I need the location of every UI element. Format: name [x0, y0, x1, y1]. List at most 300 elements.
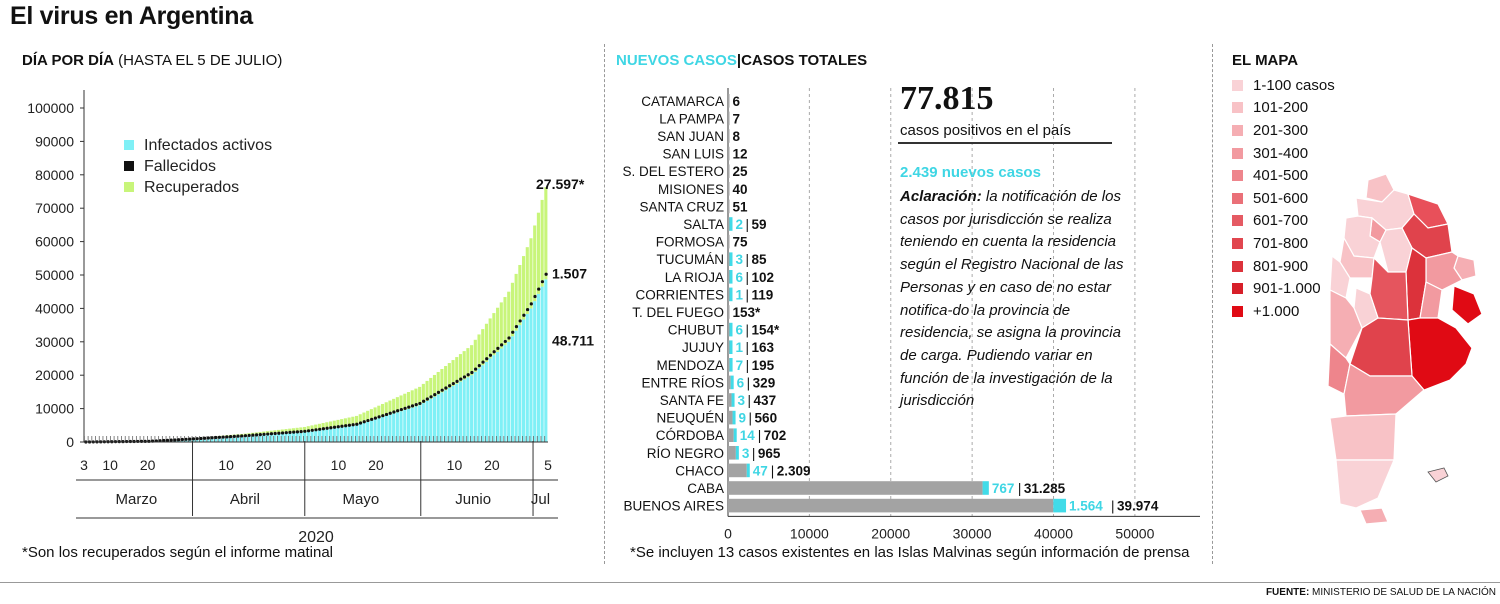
bar-label-separator: |: [745, 340, 750, 356]
area-x-month-label: Jul: [530, 491, 551, 508]
infected-bar: [544, 279, 547, 442]
deaths-point: [170, 439, 173, 442]
bar-label-separator: |: [746, 375, 751, 391]
map-heading: EL MAPA: [1232, 52, 1299, 69]
new-cases-label: 1: [735, 287, 744, 303]
total-cases-label: 75: [732, 234, 748, 250]
day-tick: [359, 436, 360, 442]
new-cases-label: 47: [752, 463, 768, 479]
clarification-body: la notificación de los casos por jurisdicción se realiza teniendo en cuenta la residencia según el Registro Nacional de las Personas y en caso de no estar notifica-do la provincia de residencia, se asigna la provincia de carga. Pudiendo variar en función de la investigación de la jurisdicción: [900, 188, 1124, 410]
day-tick: [522, 436, 523, 442]
deaths-point: [400, 408, 403, 411]
bar-label-separator: |: [745, 269, 750, 285]
total-cases-label: 25: [732, 164, 748, 180]
recovered-bar: [507, 292, 510, 342]
deaths-point: [530, 302, 533, 305]
deaths-point: [192, 437, 195, 440]
deaths-point: [418, 402, 421, 405]
day-tick: [537, 436, 538, 442]
day-tick: [485, 436, 486, 442]
day-tick: [526, 436, 527, 442]
map-legend-label: +1.000: [1253, 302, 1300, 320]
map-legend-swatch: [1232, 102, 1243, 113]
total-divider: [898, 142, 1112, 144]
area-y-tick-label: 20000: [35, 367, 74, 384]
day-tick: [266, 436, 267, 442]
deaths-point: [340, 425, 343, 428]
day-tick: [351, 436, 352, 442]
new-cases-label: 1.564: [1069, 498, 1103, 514]
deaths-point: [407, 405, 410, 408]
infected-bar: [526, 314, 529, 442]
deaths-point: [199, 437, 202, 440]
total-cases-bar: [728, 288, 730, 302]
deaths-point: [300, 430, 303, 433]
deaths-point: [281, 431, 284, 434]
infected-bar: [489, 359, 492, 443]
infected-bar: [463, 379, 466, 442]
bar-category-label: MISIONES: [657, 181, 724, 197]
bar-category-label: SAN JUAN: [657, 129, 724, 144]
day-tick: [322, 436, 323, 442]
area-x-day-label: 3: [80, 457, 88, 473]
day-tick: [414, 436, 415, 442]
argentina-map: [1316, 168, 1500, 524]
deaths-point: [314, 428, 317, 431]
day-tick: [281, 436, 282, 442]
day-tick: [355, 436, 356, 442]
deaths-point: [507, 336, 510, 339]
infected-bar: [470, 375, 473, 442]
mid-heading-new: NUEVOS CASOS: [616, 52, 737, 69]
bar-category-label: ENTRE RÍOS: [641, 375, 724, 391]
recovered-bar: [477, 334, 480, 368]
map-legend-label: 801-900: [1253, 257, 1309, 275]
infected-bar: [451, 386, 454, 442]
deaths-point: [455, 380, 458, 383]
new-cases-bar: [732, 393, 735, 407]
new-cases-label: 9: [738, 410, 747, 426]
area-x-day-label: 10: [330, 457, 347, 473]
map-legend-swatch: [1232, 170, 1243, 181]
recovered-bar: [474, 340, 477, 372]
day-tick: [459, 436, 460, 442]
day-tick: [307, 436, 308, 442]
area-legend-swatch: [124, 182, 134, 192]
deaths-point: [485, 357, 488, 360]
total-cases-bar: [728, 428, 734, 442]
left-panel-heading: [22, 52, 282, 69]
day-tick: [374, 436, 375, 442]
deaths-point: [329, 426, 332, 429]
deaths-point: [303, 430, 306, 433]
bar-label-separator: |: [747, 393, 752, 408]
deaths-point: [470, 371, 473, 374]
day-tick: [411, 436, 412, 442]
new-cases-label: 3: [741, 445, 750, 461]
total-cases-label: 85: [751, 252, 767, 268]
new-cases-label: 3: [737, 393, 746, 408]
new-cases-bar: [731, 376, 734, 390]
total-cases-bar: [728, 305, 730, 319]
map-legend-swatch: [1232, 215, 1243, 226]
infected-bar: [507, 342, 510, 442]
source-credit: [1266, 587, 1496, 598]
deaths-point: [136, 440, 139, 443]
deaths-point: [133, 440, 136, 443]
day-tick: [255, 436, 256, 442]
recovered-bar: [522, 256, 525, 319]
bar-category-label: RÍO NEGRO: [646, 445, 724, 461]
deaths-point: [522, 314, 525, 317]
recovered-bar: [489, 318, 492, 358]
new-cases-bar: [730, 340, 733, 354]
map-legend-swatch: [1232, 193, 1243, 204]
area-legend-label: Infectados activos: [144, 137, 273, 154]
deaths-point: [385, 413, 388, 416]
area-x-day-label: 10: [218, 457, 234, 473]
new-cases-bar: [730, 270, 733, 284]
map-legend-label: 201-300: [1253, 121, 1309, 139]
daily-area-chart: [0, 80, 604, 550]
day-tick: [292, 436, 293, 442]
total-cases-label: 2.309: [776, 463, 811, 479]
page-title: El virus en Argentina: [10, 2, 253, 30]
area-y-tick-label: 80000: [35, 166, 74, 183]
new-cases-count: 2.439 nuevos casos: [900, 164, 1041, 181]
map-legend-item: [1232, 97, 1335, 120]
deaths-point: [277, 432, 280, 435]
total-cases-bar: [728, 147, 730, 161]
total-cases-label: 102: [751, 269, 775, 285]
area-x-month-label: Marzo: [115, 491, 158, 508]
day-tick: [325, 436, 326, 442]
footer-divider: [0, 582, 1500, 583]
deaths-point: [248, 434, 251, 437]
bar-label-separator: |: [745, 252, 750, 268]
day-tick: [463, 436, 464, 442]
day-tick: [403, 436, 404, 442]
deaths-point: [236, 435, 239, 438]
area-y-tick-label: 60000: [35, 233, 74, 250]
total-cases-label: 7: [732, 111, 741, 127]
day-tick: [489, 436, 490, 442]
deaths-point: [352, 423, 355, 426]
map-province-tdf: [1360, 508, 1388, 524]
deaths-point: [318, 428, 321, 431]
bar-category-label: SANTA CRUZ: [639, 199, 724, 215]
deaths-point: [222, 435, 225, 438]
clarification-text: [900, 186, 1130, 413]
infected-bar: [444, 390, 447, 442]
total-cases-label: 12: [732, 146, 748, 162]
bar-label-separator: |: [1017, 481, 1022, 496]
total-cases-label: 6: [732, 93, 741, 109]
recovered-bar: [518, 265, 521, 325]
day-tick: [481, 436, 482, 442]
day-tick: [277, 436, 278, 442]
deaths-point: [296, 430, 299, 433]
recovered-bar: [466, 348, 469, 377]
bar-category-label: SAN LUIS: [662, 146, 724, 162]
recovered-bar: [533, 225, 536, 301]
infected-bar: [466, 377, 469, 442]
total-cases-bar: [728, 340, 730, 354]
area-y-tick-label: 90000: [35, 133, 74, 150]
day-tick: [426, 436, 427, 442]
recovered-bar: [496, 308, 499, 352]
day-tick: [251, 436, 252, 442]
recovered-bar: [463, 351, 466, 379]
deaths-point: [184, 438, 187, 441]
deaths-point: [218, 436, 221, 439]
deaths-point: [259, 433, 262, 436]
bar-x-tick-label: 50000: [1115, 525, 1155, 542]
new-cases-bar: [983, 481, 989, 495]
new-cases-bar: [730, 288, 733, 302]
new-cases-label: 14: [739, 428, 755, 444]
recovered-bar: [485, 324, 488, 362]
deaths-point: [533, 295, 536, 298]
bar-label-separator: |: [745, 357, 750, 373]
deaths-point: [378, 415, 381, 418]
left-footnote: *Son los recuperados según el informe matinal: [22, 544, 334, 561]
deaths-point: [444, 386, 447, 389]
day-tick: [477, 436, 478, 442]
deaths-point: [489, 354, 492, 357]
total-cases-bar: [728, 164, 730, 178]
deaths-point: [519, 319, 522, 322]
deaths-point: [429, 395, 432, 398]
deaths-point: [251, 434, 254, 437]
area-y-tick-label: 30000: [35, 333, 74, 350]
deaths-point: [140, 440, 143, 443]
deaths-point: [274, 432, 277, 435]
deaths-point: [288, 431, 291, 434]
recovered-bar: [481, 329, 484, 365]
day-tick: [385, 436, 386, 442]
infected-bar: [433, 397, 436, 442]
day-tick: [437, 436, 438, 442]
deaths-point: [177, 438, 180, 441]
map-legend-swatch: [1232, 306, 1243, 317]
new-cases-label: 3: [735, 252, 744, 268]
deaths-point: [463, 375, 466, 378]
recovered-bar: [526, 247, 529, 314]
bar-label-separator: |: [745, 322, 750, 338]
day-tick: [448, 436, 449, 442]
deaths-point: [366, 419, 369, 422]
deaths-point: [437, 391, 440, 394]
deaths-point: [326, 427, 329, 430]
total-cases-bar: [728, 499, 1053, 513]
recovered-bar: [515, 274, 518, 331]
day-tick: [544, 436, 545, 442]
bar-category-label: CÓRDOBA: [655, 428, 724, 444]
infected-bar: [426, 401, 429, 442]
deaths-point: [173, 438, 176, 441]
deaths-point: [441, 389, 444, 392]
recovered-bar: [529, 238, 532, 308]
area-x-month-label: Abril: [229, 491, 260, 508]
day-tick: [507, 436, 508, 442]
area-legend-label: Recuperados: [144, 179, 240, 196]
deaths-point: [210, 436, 213, 439]
deaths-point: [374, 417, 377, 420]
deaths-point: [411, 404, 414, 407]
deaths-point: [355, 423, 358, 426]
map-legend-item: [1232, 119, 1335, 142]
infected-bar: [537, 294, 540, 442]
total-cases-label: 163: [751, 340, 775, 356]
deaths-point: [474, 367, 477, 370]
area-x-month-label: Junio: [455, 491, 492, 508]
bar-category-label: JUJUY: [681, 340, 724, 356]
bar-category-label: S. DEL ESTERO: [622, 164, 724, 180]
recovered-bar: [541, 200, 544, 287]
infected-bar: [437, 395, 440, 442]
mid-heading-total: CASOS TOTALES: [741, 52, 868, 69]
infected-bar: [448, 388, 451, 442]
deaths-point: [181, 438, 184, 441]
map-legend-swatch: [1232, 80, 1243, 91]
deaths-point: [196, 437, 199, 440]
day-tick: [511, 436, 512, 442]
map-province-caba: [1452, 286, 1482, 324]
day-tick: [474, 436, 475, 442]
bar-category-label: T. DEL FUEGO: [632, 305, 724, 320]
map-legend-label: 701-800: [1253, 234, 1309, 252]
recovered-bar: [537, 213, 540, 294]
total-cases-bar: [728, 446, 736, 460]
total-cases-bar: [728, 481, 983, 495]
bar-category-label: MENDOZA: [656, 357, 724, 373]
day-tick: [244, 436, 245, 442]
recovered-bar: [544, 187, 547, 279]
deaths-point: [322, 427, 325, 430]
total-cases-bar: [728, 270, 730, 284]
day-tick: [492, 436, 493, 442]
infected-bar: [541, 287, 544, 442]
deaths-point: [392, 410, 395, 413]
mid-heading-sep: |: [736, 52, 742, 69]
day-tick: [340, 436, 341, 442]
total-cases-bar: [728, 376, 731, 390]
deaths-point: [433, 393, 436, 396]
total-cases-bar: [728, 94, 730, 108]
bar-label-separator: |: [751, 445, 756, 461]
total-cases-label: casos positivos en el país: [900, 122, 1071, 139]
bar-x-tick-label: 30000: [952, 525, 992, 542]
day-tick: [247, 436, 248, 442]
deaths-point: [214, 436, 217, 439]
new-cases-label: 7: [735, 357, 744, 373]
map-legend-swatch: [1232, 148, 1243, 159]
infected-bar: [515, 331, 518, 442]
total-cases-label: 31.285: [1023, 481, 1066, 496]
infected-bar: [459, 382, 462, 442]
day-tick: [388, 436, 389, 442]
infected-bar: [522, 320, 525, 442]
area-y-tick-label: 50000: [35, 267, 74, 283]
bar-category-label: CATAMARCA: [641, 93, 724, 109]
total-cases-label: 560: [754, 410, 778, 426]
deaths-point: [233, 435, 236, 438]
bar-category-label: LA RIOJA: [664, 269, 724, 285]
deaths-point: [515, 325, 518, 328]
total-cases-label: 8: [732, 129, 741, 144]
infected-bar: [529, 308, 532, 442]
bar-category-label: BUENOS AIRES: [623, 498, 724, 514]
day-tick: [407, 436, 408, 442]
map-province-buenosaires: [1408, 318, 1472, 390]
map-legend-item: [1232, 74, 1335, 97]
bar-label-separator: |: [745, 217, 750, 232]
day-tick: [541, 436, 542, 442]
bar-x-tick-label: 0: [724, 525, 732, 542]
day-tick: [258, 436, 259, 442]
bar-label-separator: |: [770, 463, 775, 479]
infected-bar: [481, 365, 484, 442]
deaths-point: [359, 421, 362, 424]
day-tick: [455, 436, 456, 442]
infected-bar: [485, 362, 488, 442]
left-heading-bold: DÍA POR DÍA: [22, 52, 114, 69]
mid-footnote: *Se incluyen 13 casos existentes en las Islas Malvinas según información de prensa: [630, 544, 1190, 561]
map-legend-label: 601-700: [1253, 212, 1309, 230]
bar-category-label: CHACO: [675, 463, 724, 479]
deaths-point: [459, 378, 462, 381]
day-tick: [377, 436, 378, 442]
bar-label-separator: |: [757, 428, 762, 444]
total-cases-bar: [728, 464, 747, 478]
day-tick: [422, 436, 423, 442]
deaths-point: [255, 433, 258, 436]
total-cases-label: 51: [732, 199, 748, 215]
deaths-point: [504, 340, 507, 343]
total-cases-label: 119: [751, 287, 774, 303]
map-province-santacruz: [1336, 460, 1394, 508]
recovered-bar: [459, 354, 462, 382]
day-tick: [529, 436, 530, 442]
new-cases-bar: [730, 217, 733, 231]
deaths-point: [415, 403, 418, 406]
recovered-bar: [500, 302, 503, 348]
infected-bar: [429, 399, 432, 442]
deaths-point: [166, 439, 169, 442]
deaths-point: [493, 350, 496, 353]
infected-bar: [503, 345, 506, 442]
bar-label-separator: |: [1111, 498, 1115, 514]
map-legend-swatch: [1232, 283, 1243, 294]
day-tick: [299, 436, 300, 442]
deaths-annotation: 1.507: [552, 265, 588, 282]
deaths-point: [452, 382, 455, 385]
new-cases-bar: [733, 411, 736, 425]
new-cases-bar: [730, 358, 733, 372]
deaths-point: [545, 273, 548, 276]
infected-bar: [511, 336, 514, 442]
bar-label-separator: |: [748, 410, 753, 426]
day-tick: [503, 436, 504, 442]
day-tick: [396, 436, 397, 442]
deaths-point: [266, 432, 269, 435]
day-tick: [466, 436, 467, 442]
deaths-point: [188, 438, 191, 441]
total-cases-bar: [728, 411, 733, 425]
recovered-bar: [503, 297, 506, 345]
total-cases-label: 965: [757, 445, 781, 461]
